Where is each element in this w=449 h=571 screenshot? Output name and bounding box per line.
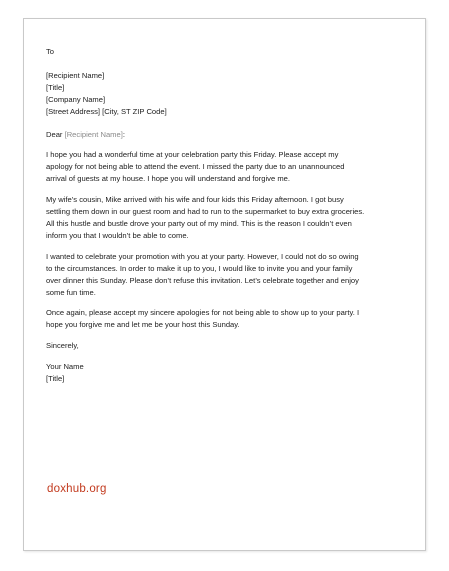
salutation — [46, 129, 366, 141]
paragraph-1: I hope you had a wonderful time at your celebration party this Friday. Please accept my apology for not being able to attend the event. I missed the party due to an unannounced arrival of guests at my house. I hope you will understand and forgive me. — [46, 150, 345, 184]
salutation-suffix: : — [122, 129, 125, 139]
recipient-address: [Street Address] [City, ST ZIP Code] — [46, 106, 167, 116]
closing: Sincerely, — [46, 341, 79, 351]
paragraph-3: I wanted to celebrate your promotion with you at your party. However, I could not do so owing to the circumstances. In order to make it up to you, I would like to invite you and your family over dinner this Sunday. Please don’t refuse this invitation. Let’s celebrate together and enjoy some fun time. — [46, 251, 359, 297]
letter-body — [46, 46, 366, 385]
paragraph-2: My wife’s cousin, Mike arrived with his wife and four kids this Friday afternoon. I got busy settling them down in our guest room and had to run to the supermarket to buy extra groceries. All this hustle and bustle drove your party out of my mind. This is the reason I couldn’t even inform you that I wouldn’t be able to come. — [46, 195, 365, 240]
signature-title: [Title] — [46, 374, 65, 384]
salutation-name: [Recipient Name] — [64, 129, 123, 139]
to-label: To — [46, 47, 55, 56]
salutation-prefix: Dear — [46, 129, 65, 139]
recipient-title: [Title] — [46, 82, 65, 92]
recipient-company: [Company Name] — [46, 94, 106, 104]
recipient-name: [Recipient Name] — [46, 70, 105, 80]
signature-name: Your Name — [46, 362, 84, 372]
recipient-block — [46, 70, 366, 118]
watermark-logo: doxhub.org — [47, 483, 107, 495]
paragraph-4: Once again, please accept my sincere apologies for not being able to show up to your party. I hope you forgive me and let me be your host this Sunday. — [46, 308, 360, 330]
